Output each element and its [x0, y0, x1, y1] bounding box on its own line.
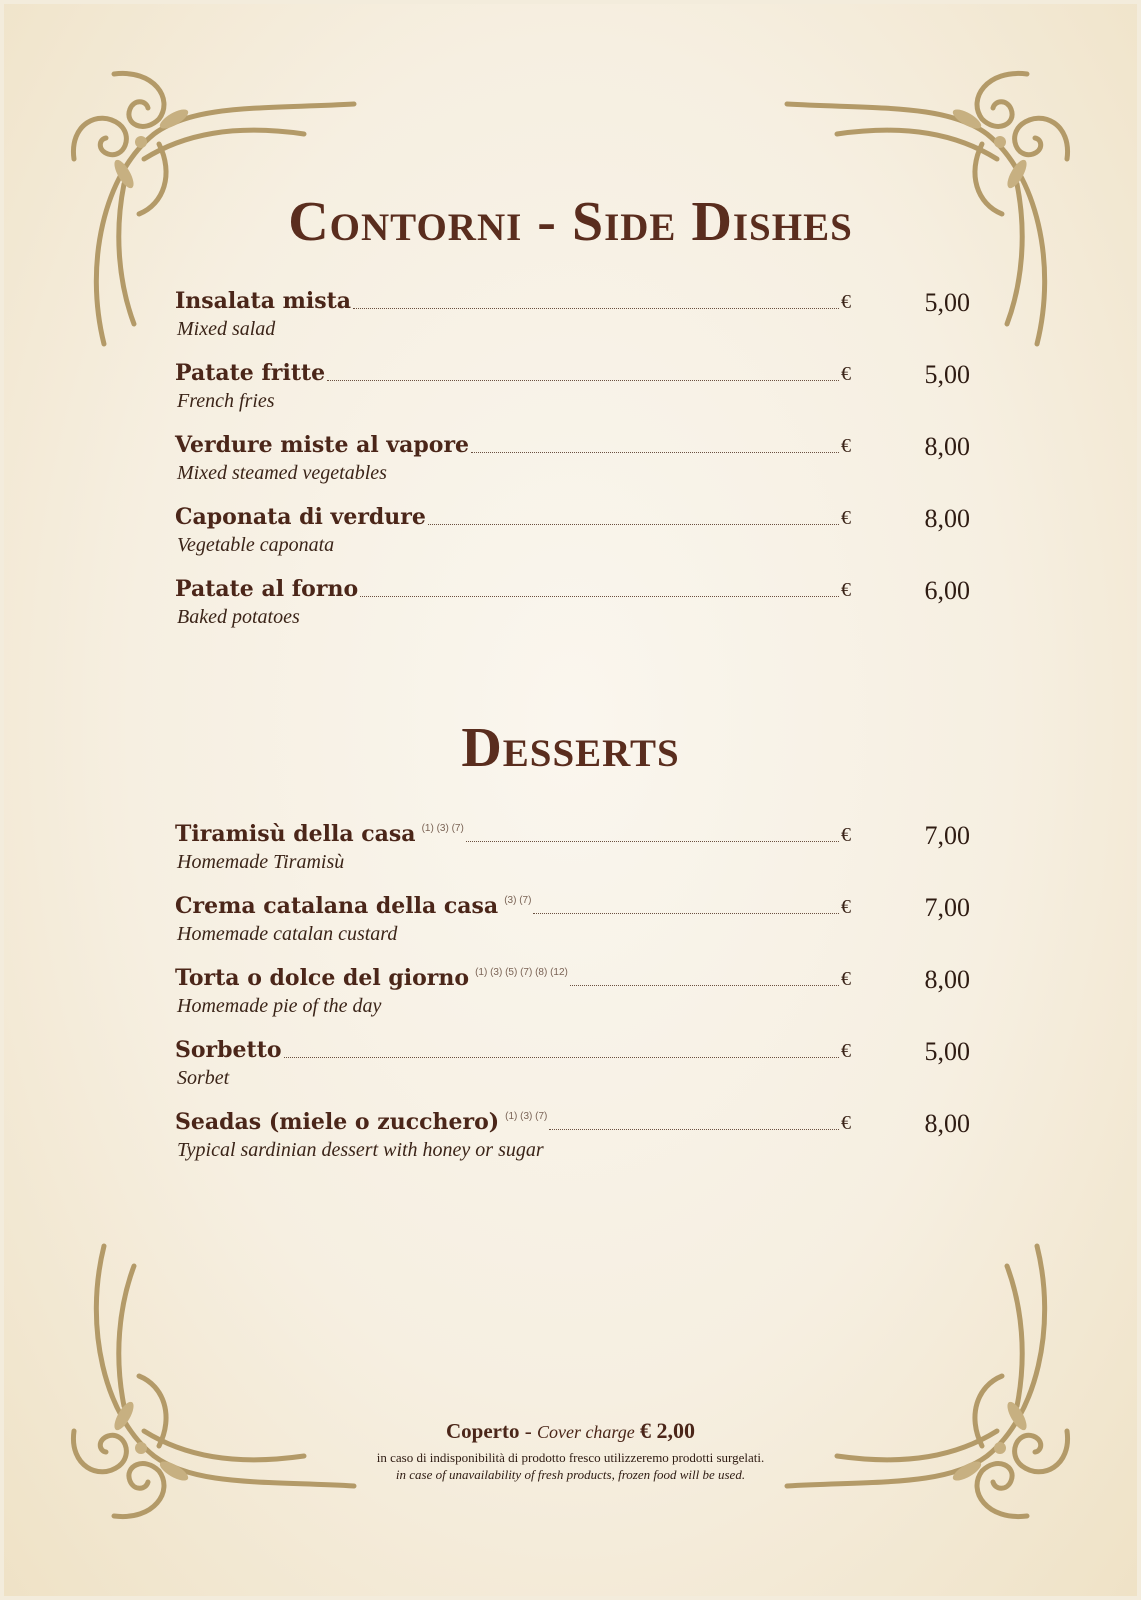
allergen-codes: (3) (7) [504, 895, 532, 906]
dotted-leader [284, 1057, 839, 1058]
item-name: Patate al forno [175, 576, 359, 602]
section-title-desserts: Desserts [461, 717, 680, 779]
item-price: 5,00 [924, 288, 970, 317]
item-description: Vegetable caponata [177, 534, 335, 556]
menu-item [175, 821, 970, 881]
allergen-codes: (1) (3) (7) [421, 823, 464, 834]
section-title-side-dishes: Contorni - Side Dishes [288, 191, 853, 253]
menu-item [175, 288, 970, 348]
cover-charge-separator: - [519, 1419, 537, 1443]
item-description: Sorbet [177, 1067, 230, 1089]
item-name: Tiramisù della casa (1) (3) (7) [175, 821, 464, 847]
dotted-leader [570, 985, 839, 986]
currency-symbol: € [841, 824, 851, 846]
cover-charge-english: Cover charge [536, 1422, 635, 1442]
item-name: Torta o dolce del giorno (1) (3) (5) (7) (8) (12) [175, 965, 568, 991]
allergen-codes: (1) (3) (7) [505, 1111, 548, 1122]
currency-symbol: € [841, 507, 851, 529]
menu-item [175, 1037, 970, 1097]
menu-item [175, 1109, 970, 1169]
allergen-codes: (1) (3) (5) (7) (8) (12) [475, 967, 568, 978]
menu-item [175, 504, 970, 564]
item-price: 7,00 [924, 893, 970, 922]
currency-symbol: € [841, 896, 851, 918]
item-price: 6,00 [924, 576, 970, 605]
menu-item [175, 432, 970, 492]
currency-symbol: € [841, 579, 851, 601]
dotted-leader [428, 524, 839, 525]
item-price: 5,00 [924, 360, 970, 389]
menu-item [175, 576, 970, 636]
item-description: Baked potatoes [177, 606, 300, 628]
item-price: 8,00 [924, 965, 970, 994]
item-name: Caponata di verdure [175, 504, 426, 530]
menu-item [175, 360, 970, 420]
item-description: Mixed steamed vegetables [177, 462, 387, 484]
dotted-leader [327, 380, 839, 381]
item-description: Mixed salad [177, 318, 276, 340]
item-price: 8,00 [924, 1109, 970, 1138]
currency-symbol: € [841, 968, 851, 990]
cover-charge-label: Coperto [445, 1419, 520, 1443]
dotted-leader [533, 913, 839, 914]
dotted-leader [466, 841, 839, 842]
dotted-leader [353, 308, 839, 309]
item-name: Crema catalana della casa (3) (7) [175, 893, 532, 919]
item-price: 5,00 [924, 1037, 970, 1066]
frozen-food-note-english: in case of unavailability of fresh products, frozen food will be used. [395, 1467, 746, 1482]
item-price: 8,00 [924, 504, 970, 533]
item-price: 8,00 [924, 432, 970, 461]
menu-item [175, 893, 970, 953]
item-name: Insalata mista [175, 288, 352, 314]
frozen-food-note-italian: in caso di indisponibilità di prodotto fresco utilizzeremo prodotti surgelati. [376, 1450, 765, 1465]
item-description: French fries [177, 390, 275, 412]
dotted-leader [360, 596, 839, 597]
currency-symbol: € [841, 1040, 851, 1062]
currency-symbol: € [841, 1112, 851, 1134]
item-description: Homemade Tiramisù [177, 851, 345, 873]
menu-item [175, 965, 970, 1025]
item-name: Verdure miste al vapore [175, 432, 470, 458]
item-name: Patate fritte [175, 360, 326, 386]
item-name: Seadas (miele o zucchero) (1) (3) (7) [175, 1109, 548, 1135]
cover-charge [4, 1418, 1137, 1444]
dotted-leader [471, 452, 839, 453]
item-description: Homemade catalan custard [177, 923, 398, 945]
cover-charge-price: € 2,00 [640, 1418, 696, 1443]
menu-footer [4, 1418, 1137, 1483]
item-price: 7,00 [924, 821, 970, 850]
currency-symbol: € [841, 363, 851, 385]
item-description: Typical sardinian dessert with honey or sugar [177, 1139, 544, 1161]
currency-symbol: € [841, 291, 851, 313]
dotted-leader [549, 1129, 839, 1130]
item-description: Homemade pie of the day [177, 995, 382, 1017]
item-name: Sorbetto [175, 1037, 282, 1063]
currency-symbol: € [841, 435, 851, 457]
menu-page [4, 4, 1137, 1596]
